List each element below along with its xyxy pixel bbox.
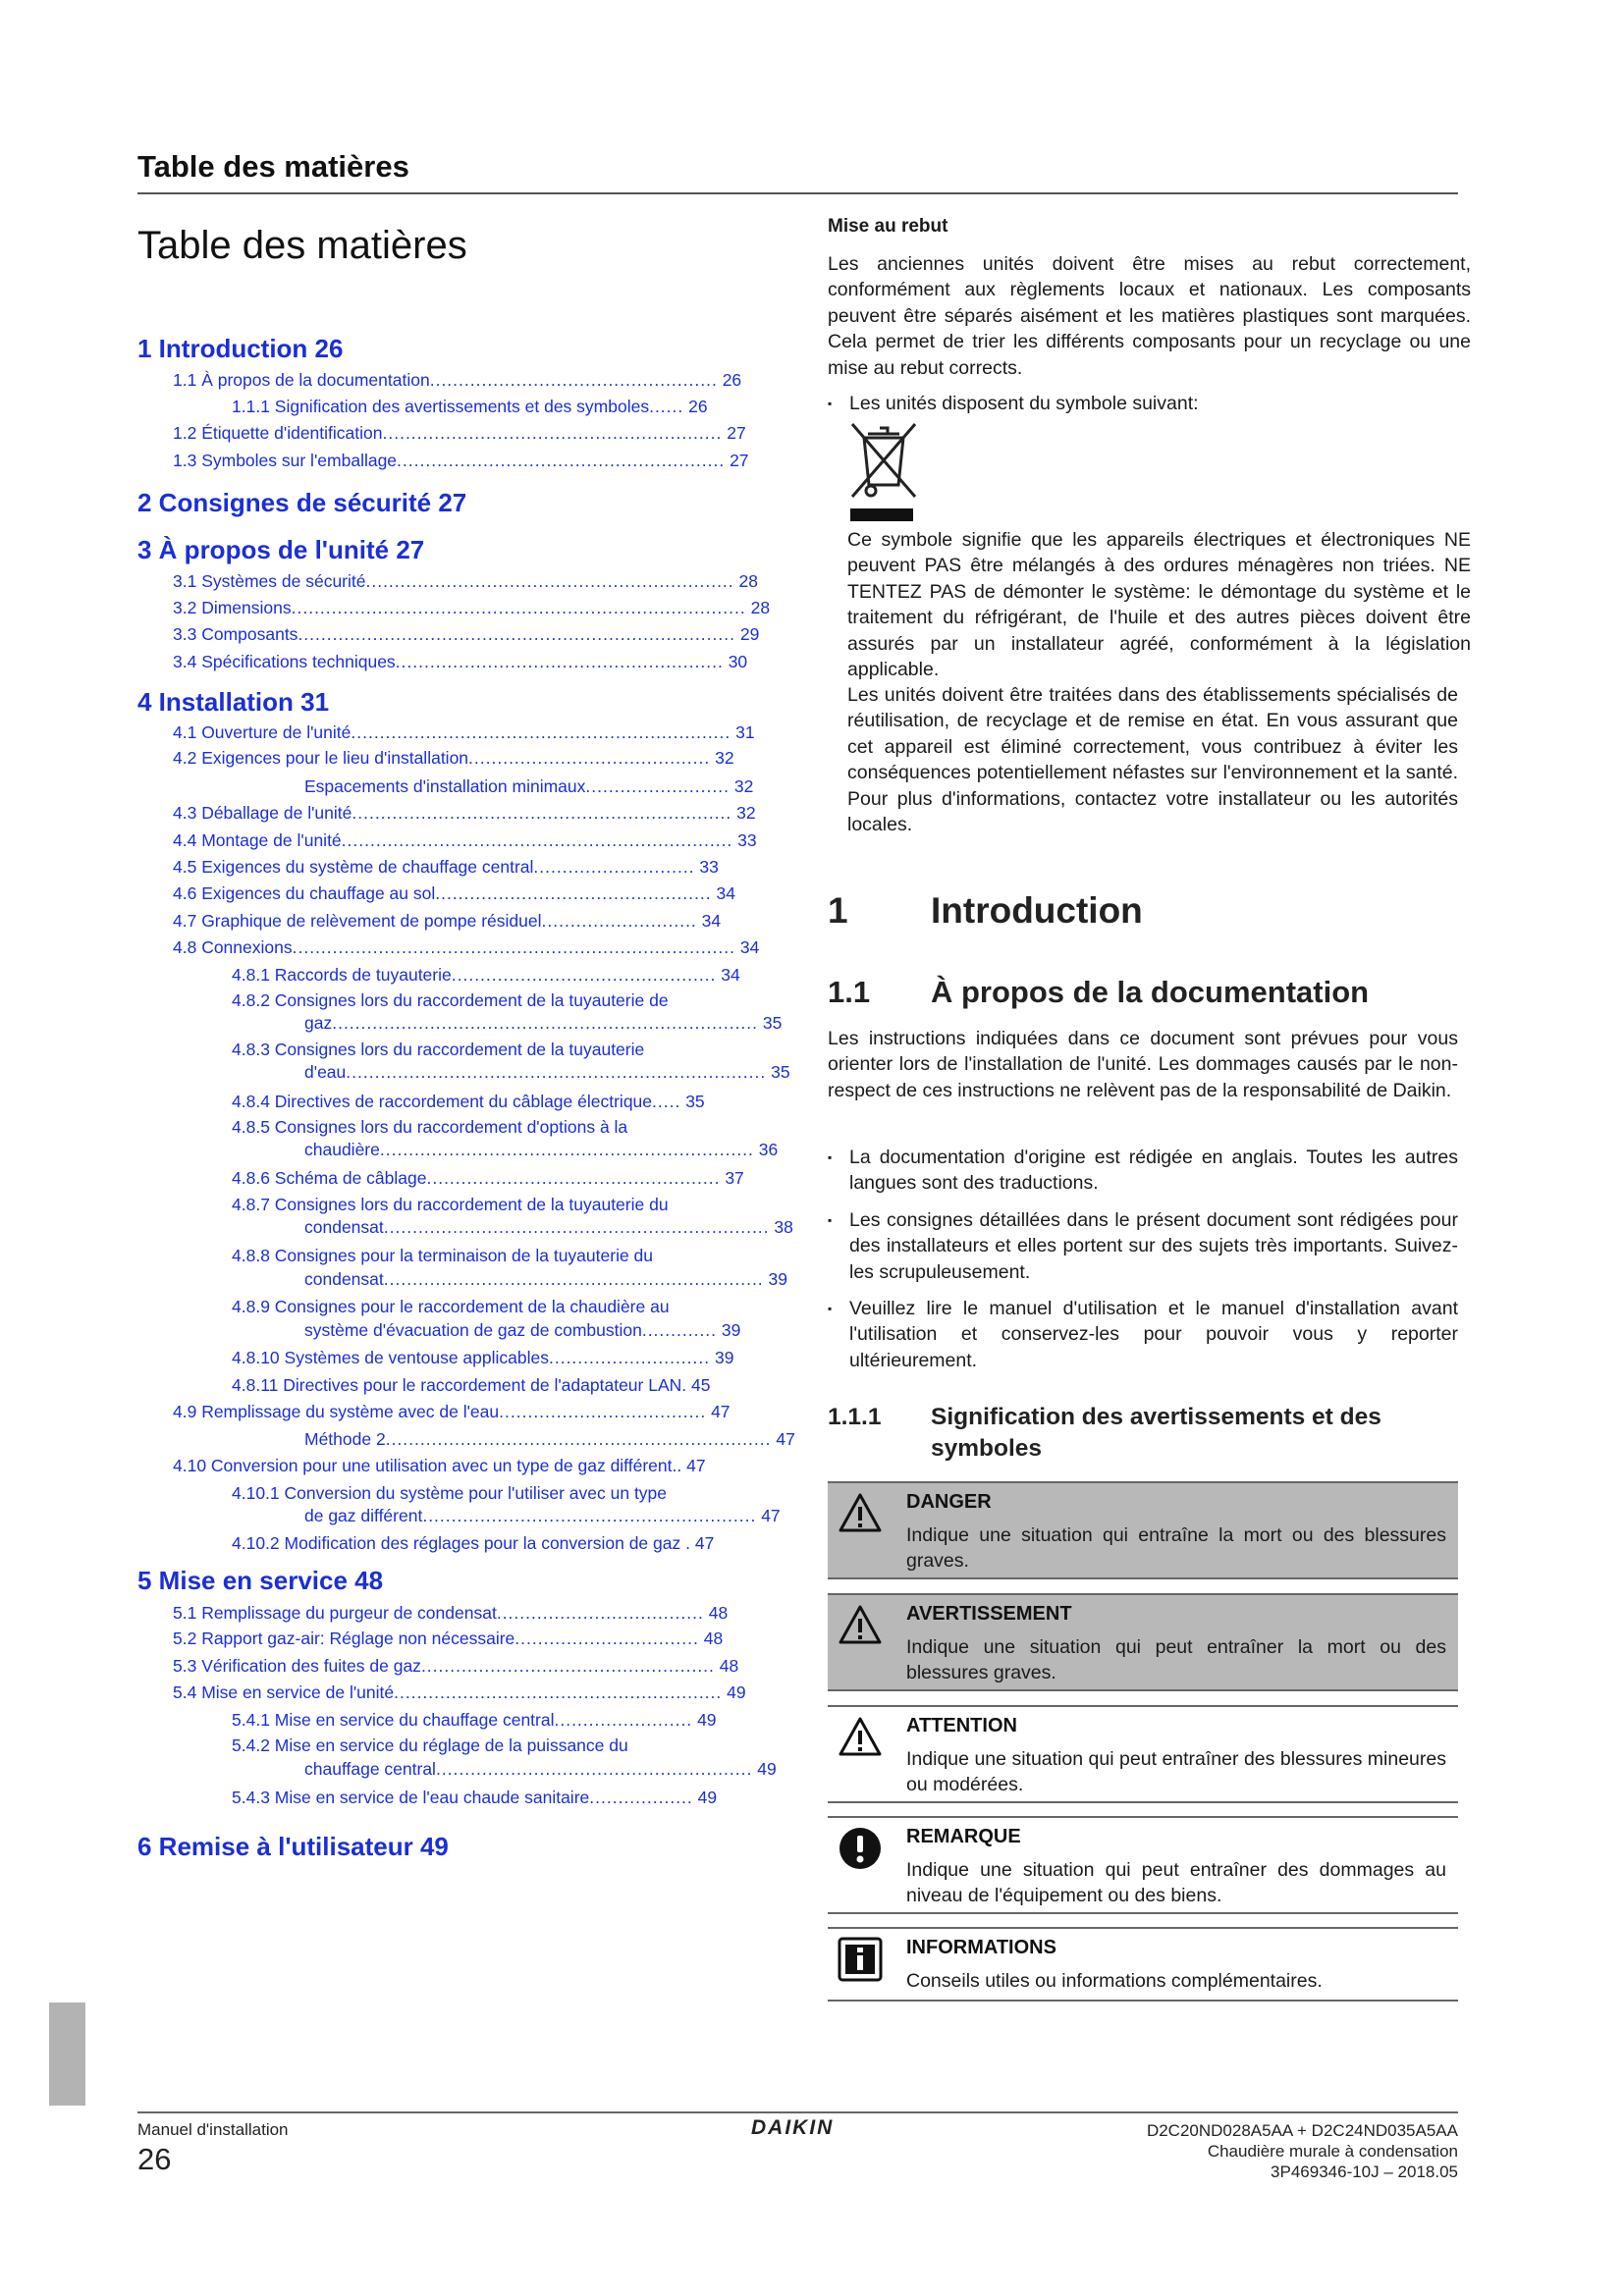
warning-triangle-icon	[838, 1603, 883, 1648]
notice-text: Indique une situation qui peut entraîner des dommages au niveau de l'équipement ou des biens.	[906, 1859, 1446, 1906]
notice-text: Indique une situation qui peut entraîner la mort ou des blessures graves.	[906, 1636, 1446, 1683]
toc-entry[interactable]: condensat................................................................... 38	[304, 1217, 793, 1237]
notice-title: REMARQUE	[906, 1826, 1021, 1847]
warning-triangle-icon	[838, 1715, 883, 1760]
page-number: 26	[137, 2142, 172, 2176]
toc-entry[interactable]: 3.2 Dimensions............................................................................... 28	[173, 598, 771, 617]
footer-doc-code: 3P469346-10J – 2018.05	[1271, 2163, 1458, 2181]
toc-chapter-6[interactable]: 6 Remise à l'utilisateur 49	[137, 1832, 449, 1861]
toc-entry[interactable]: 4.8.9 Consignes pour le raccordement de la chaudière au	[232, 1297, 670, 1316]
toc-entry[interactable]: 4.8.7 Consignes lors du raccordement de la tuyauterie du	[232, 1195, 669, 1214]
toc-entry[interactable]: Méthode 2................................................................... 47	[304, 1429, 795, 1449]
notice-text: Indique une situation qui peut entraîner des blessures mineures ou modérées.	[906, 1748, 1446, 1795]
toc-entry[interactable]: 4.4 Montage de l'unité.................................................................... 33	[173, 830, 757, 850]
notice-text: Conseils utiles ou informations complémentaires.	[906, 1970, 1323, 1992]
toc-entry[interactable]: 3.3 Composants............................................................................ 29	[173, 624, 760, 644]
toc-entry[interactable]: Espacements d'installation minimaux......................... 32	[304, 776, 754, 796]
footer-product: Chaudière murale à condensation	[1207, 2142, 1458, 2161]
disposal-treatment-text: Les unités doivent être traitées dans des établissements spécialisés de réutilisation, de recyclage et de remise en état. En vous assurant que cet appareil est éliminé correctement, vous contribuez à éviter les conséquences potentiellement néfastes sur l'environnement et la santé. Pour plus d'informations, contactez votre installateur ou les autorités locales.	[847, 684, 1458, 836]
notice-warning	[828, 1593, 1458, 1691]
toc-entry[interactable]: 4.8.8 Consignes pour la terminaison de la tuyauterie du	[232, 1246, 654, 1265]
toc-entry[interactable]: système d'évacuation de gaz de combustion............. 39	[304, 1320, 741, 1340]
toc-entry[interactable]: 4.8.11 Directives pour le raccordement de l'adaptateur LAN. 45	[232, 1375, 711, 1395]
intro-bullet: ▪ Veuillez lire le manuel d'utilisation et le manuel d'installation avant l'utilisation et conservez-les pour pouvoir vous y reporter ultérieurement.	[849, 1296, 1458, 1373]
running-header: Table des matières	[137, 149, 409, 184]
notice-title: INFORMATIONS	[906, 1937, 1056, 1958]
toc-entry[interactable]: 3.4 Spécifications techniques......................................................... 30	[173, 652, 748, 671]
toc-entry[interactable]: chauffage central....................................................... 49	[304, 1759, 777, 1779]
chapter-title: Introduction	[931, 890, 1143, 931]
toc-entry[interactable]: 4.10.2 Modification des réglages pour la conversion de gaz . 47	[232, 1533, 715, 1553]
toc-entry[interactable]: 4.8.1 Raccords de tuyauterie.............................................. 34	[232, 965, 740, 985]
toc-entry[interactable]: 4.8.4 Directives de raccordement du câblage électrique..... 35	[232, 1092, 705, 1111]
toc-entry[interactable]: 4.10.1 Conversion du système pour l'utiliser avec un type	[232, 1483, 668, 1503]
intro-paragraph: Les instructions indiquées dans ce document sont prévues pour vous orienter lors de l'installation de l'unité. Les dommages causés par le non-respect de ces instructions ne relèvent pas de la responsabilité de Daikin.	[828, 1028, 1458, 1101]
notice-text: Indique une situation qui entraîne la mort ou des blessures graves.	[906, 1524, 1446, 1572]
warning-triangle-icon	[838, 1491, 883, 1536]
intro-bullet: ▪ Les consignes détaillées dans le présent document sont rédigées pour des installateurs et elles portent sur des sujets très importants. Suivez-les scrupuleusement.	[849, 1207, 1458, 1285]
toc-entry[interactable]: de gaz différent.......................................................... 47	[304, 1506, 781, 1525]
notice-caution	[828, 1705, 1458, 1803]
toc-entry[interactable]: 4.6 Exigences du chauffage au sol................................................ 34	[173, 883, 735, 903]
toc-entry[interactable]: 4.8.6 Schéma de câblage................................................... 37	[232, 1168, 744, 1188]
notice-danger	[828, 1481, 1458, 1579]
toc-entry[interactable]: 5.3 Vérification des fuites de gaz................................................... 48	[173, 1656, 739, 1676]
notice-title: ATTENTION	[906, 1715, 1017, 1736]
toc-entry[interactable]: 5.4.2 Mise en service du réglage de la puissance du	[232, 1735, 628, 1755]
notice-remark	[828, 1816, 1458, 1914]
toc-entry[interactable]: 5.4.3 Mise en service de l'eau chaude sanitaire.................. 49	[232, 1788, 718, 1807]
toc-chapter-4[interactable]: 4 Installation 31	[137, 687, 330, 717]
toc-title: Table des matières	[137, 224, 467, 267]
toc-entry[interactable]: 4.2 Exigences pour le lieu d'installation.......................................... 32	[173, 748, 734, 768]
notice-information	[828, 1927, 1458, 2002]
notice-title: DANGER	[906, 1491, 992, 1513]
weee-crossed-bin-icon	[846, 416, 921, 524]
toc-entry[interactable]: 4.8.3 Consignes lors du raccordement de la tuyauterie	[232, 1040, 645, 1059]
subsection-title: Signification des avertissements et des symboles	[931, 1404, 1381, 1462]
footer-product-info	[1147, 2120, 1458, 2182]
toc-entry[interactable]: 4.5 Exigences du système de chauffage central............................ 33	[173, 857, 719, 877]
disposal-heading: Mise au rebut	[828, 216, 948, 237]
info-icon	[838, 1937, 883, 1982]
notice-title: AVERTISSEMENT	[906, 1603, 1072, 1625]
toc-entry[interactable]: chaudière................................................................. 36	[304, 1140, 779, 1159]
section-number: 1.1	[828, 975, 871, 1009]
toc-entry[interactable]: 1.2 Étiquette d'identification........................................................... 27	[173, 423, 746, 443]
toc-entry[interactable]: gaz.......................................................................... 35	[304, 1013, 783, 1033]
toc-entry[interactable]: 5.4.1 Mise en service du chauffage central........................ 49	[232, 1710, 717, 1730]
toc-chapter-3[interactable]: 3 À propos de l'unité 27	[137, 535, 425, 564]
toc-entry[interactable]: 4.8.2 Consignes lors du raccordement de la tuyauterie de	[232, 990, 669, 1010]
side-tab	[49, 2002, 85, 2106]
intro-bullet: ▪ La documentation d'origine est rédigée en anglais. Toutes les autres langues sont des traductions.	[849, 1145, 1458, 1197]
exclamation-circle-icon	[838, 1826, 883, 1871]
toc-entry[interactable]: 3.1 Systèmes de sécurité................................................................ 28	[173, 571, 758, 591]
toc-entry[interactable]: 5.2 Rapport gaz-air: Réglage non nécessaire................................ 48	[173, 1629, 724, 1648]
toc-entry[interactable]: 1.1 À propos de la documentation.................................................. 26	[173, 370, 742, 390]
toc-entry[interactable]: 4.9 Remplissage du système avec de l'eau.................................... 47	[173, 1402, 731, 1421]
footer-doc-type: Manuel d'installation	[137, 2120, 289, 2139]
toc-entry[interactable]: 1.1.1 Signification des avertissements et des symboles...... 26	[232, 397, 708, 416]
toc-entry[interactable]: 5.4 Mise en service de l'unité......................................................... 49	[173, 1682, 746, 1702]
toc-entry[interactable]: 4.7 Graphique de relèvement de pompe résiduel........................... 34	[173, 911, 722, 931]
disposal-symbol-text: Ce symbole signifie que les appareils électriques et électroniques NE peuvent PAS être mélangés à des ordures ménagères non triées. NE TENTEZ PAS de démonter le système: le démontage du système et le traitement du réfrigérant, de l'huile et des autres pièces doivent être assurés par un installateur agréé, conformément à la législation applicable.	[847, 529, 1471, 681]
disposal-paragraph: Les anciennes unités doivent être mises au rebut correctement, conformément aux règlements locaux et nationaux. Les composants peuvent être séparés aisément et les matières plastiques sont marquées. Cela permet de trier les différents composants pour un recyclage ou une mise au rebut corrects.	[828, 253, 1471, 379]
toc-entry[interactable]: 4.8 Connexions............................................................................. 34	[173, 937, 760, 957]
toc-entry[interactable]: 1.3 Symboles sur l'emballage......................................................... 27	[173, 451, 749, 470]
header-rule	[137, 192, 1458, 194]
subsection-number: 1.1.1	[828, 1404, 882, 1430]
section-title: À propos de la documentation	[931, 975, 1370, 1009]
toc-chapter-2[interactable]: 2 Consignes de sécurité 27	[137, 488, 467, 517]
toc-entry[interactable]: 4.1 Ouverture de l'unité.................................................................. 31	[173, 722, 755, 742]
toc-entry[interactable]: condensat.................................................................. 39	[304, 1269, 788, 1289]
toc-entry[interactable]: 5.1 Remplissage du purgeur de condensat.................................... 48	[173, 1603, 729, 1623]
toc-chapter-1[interactable]: 1 Introduction 26	[137, 334, 344, 363]
toc-entry[interactable]: 4.10 Conversion pour une utilisation avec un type de gaz différent.. 47	[173, 1456, 706, 1475]
footer-model: D2C20ND028A5AA + D2C24ND035A5AA	[1146, 2121, 1458, 2140]
toc-chapter-5[interactable]: 5 Mise en service 48	[137, 1566, 384, 1595]
brand-logo: DAIKIN	[751, 2116, 835, 2139]
toc-entry[interactable]: 4.3 Déballage de l'unité.................................................................. 32	[173, 803, 756, 823]
toc-entry[interactable]: 4.8.5 Consignes lors du raccordement d'options à la	[232, 1117, 628, 1137]
toc-entry[interactable]: d'eau......................................................................... 35	[304, 1062, 790, 1082]
toc-entry[interactable]: 4.8.10 Systèmes de ventouse applicables............................ 39	[232, 1348, 734, 1367]
chapter-number: 1	[828, 890, 848, 931]
disposal-bullet: ▪ Les unités disposent du symbole suivant:	[849, 391, 1458, 416]
footer-rule	[137, 2111, 1458, 2113]
